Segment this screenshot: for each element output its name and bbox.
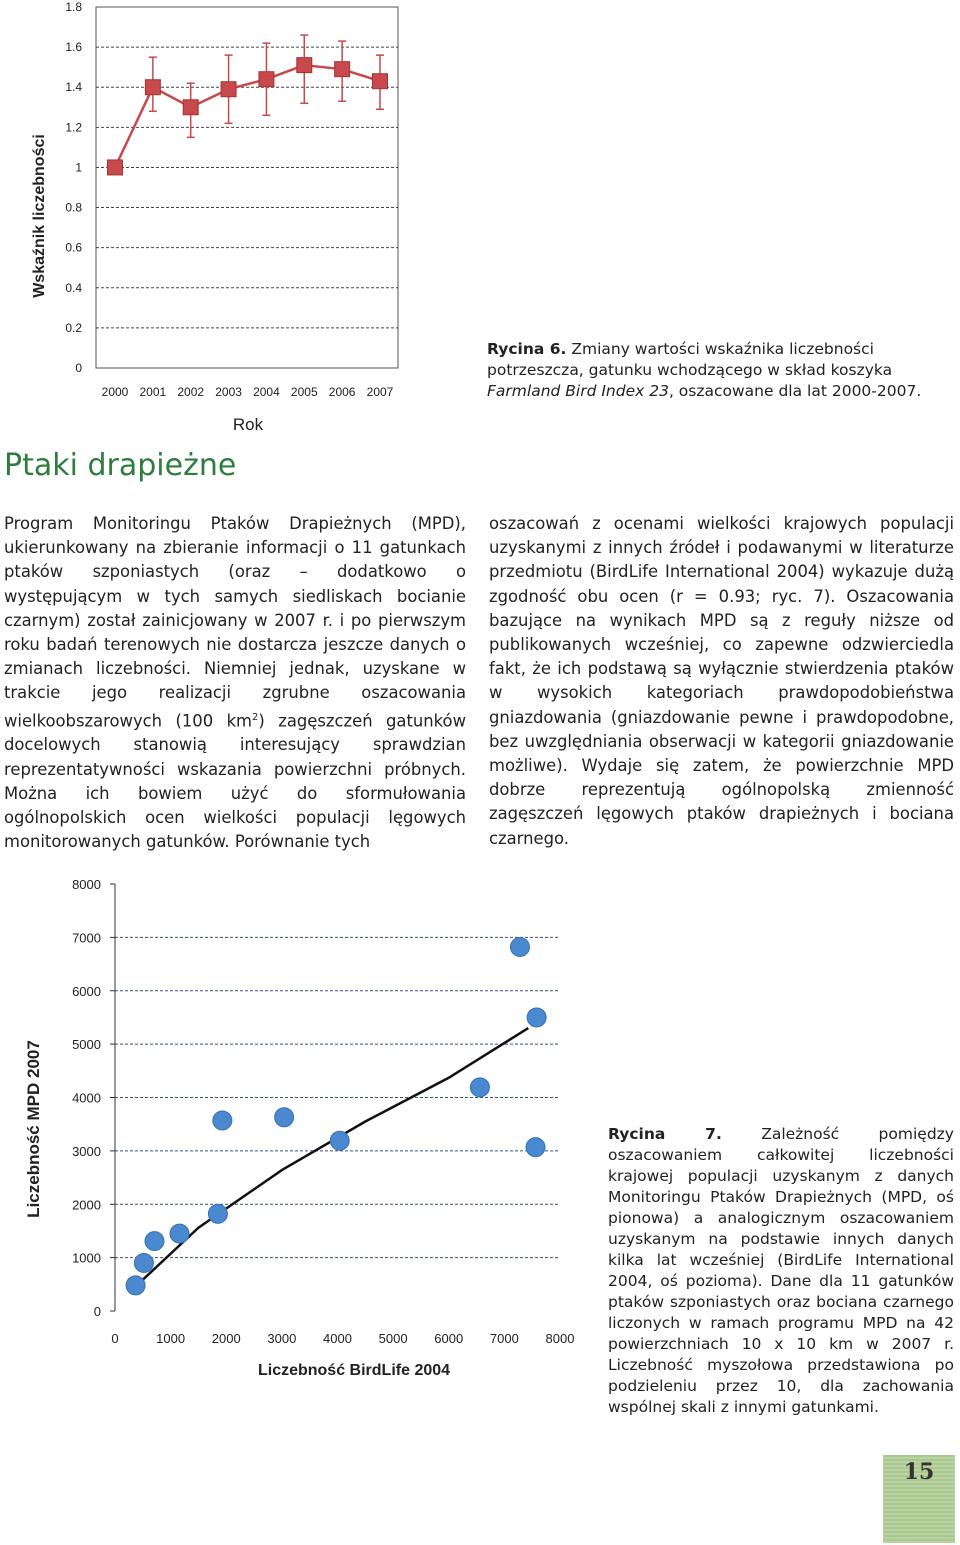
y-tick-label: 7000	[72, 930, 101, 946]
x-tick-label: 2000	[211, 1331, 241, 1346]
data-point	[145, 80, 160, 95]
x-tick-label: 2004	[253, 385, 280, 399]
y-tick-label: 8000	[72, 877, 101, 892]
figure-6-caption-text: Zmiany wartości wskaźnika liczebności potrzeszcza, gatunku wchodzącego w skład koszyka	[487, 340, 893, 379]
figure-7	[0, 860, 600, 1400]
x-tick-label: 2001	[139, 385, 167, 399]
x-tick-label: 2005	[290, 385, 318, 399]
y-tick-label: 1.8	[65, 0, 82, 14]
scatter-point	[526, 1138, 545, 1157]
y-tick-label: 1.4	[65, 80, 82, 95]
y-tick-label: 1000	[72, 1250, 101, 1266]
x-tick-label: 8000	[545, 1331, 575, 1346]
data-point	[297, 58, 312, 73]
page-number: 15	[903, 1459, 935, 1485]
body-left-part-b: ) zagęszczeń gatunków docelowych stanowią interesujący sprawdzian reprezentatywności wskazania powierzchni próbnych. Można ich bowiem użyć do sformułowania ogólnopolskich ocen wielkości populacji lęgowych monitorowanych gatunków. Porównanie tych	[4, 711, 466, 852]
plot-frame	[96, 7, 398, 368]
data-point	[183, 100, 198, 115]
scatter-point	[213, 1111, 232, 1130]
y-tick-label: 1.6	[65, 40, 82, 55]
y-tick-label: 6000	[72, 983, 101, 999]
x-tick-label: 2006	[328, 385, 356, 399]
scatter-point	[470, 1078, 489, 1097]
x-tick-label: 7000	[489, 1331, 519, 1346]
figure-6-caption-tail: , oszacowane dla lat 2000-2007.	[668, 382, 922, 400]
scatter-point	[527, 1008, 546, 1027]
y-tick-label: 1	[75, 160, 82, 175]
scatter-point	[145, 1232, 164, 1251]
scatter-point	[208, 1204, 227, 1223]
y-tick-label: 4000	[72, 1090, 101, 1106]
y-tick-label: 5000	[72, 1037, 101, 1053]
y-tick-label: 0.4	[65, 280, 82, 295]
x-tick-label: 3000	[267, 1331, 297, 1346]
body-left-superscript: 2	[252, 711, 259, 723]
x-tick-label: 0	[111, 1331, 119, 1346]
figure-7-caption-text: Zależność pomiędzy oszacowaniem całkowitej liczebności krajowej populacji uzyskanym z danych Monitoringu Ptaków Drapieżnych (MPD, oś pionowa) a analogicznym oszacowaniem uzyskanym na podstawie innych danych kilka lat wcześniej (BirdLife International 2004, oś pozioma). Dane dla 11 gatunków ptaków szponiastych oraz bociana czarnego liczonych w ramach programu MPD na 42 powierzchniach 10 x 10 km w 2007 r. Liczebność myszołowa przedstawiona po podzieleniu przez 10, dla zachowania wspólnej skali z innymi gatunkami.	[608, 1125, 954, 1416]
figure-6-caption-italic: Farmland Bird Index 23	[487, 382, 669, 400]
x-tick-label: 2000	[101, 385, 129, 399]
x-tick-label: 4000	[323, 1331, 352, 1346]
body-column-left	[4, 512, 466, 854]
figure-6	[0, 0, 480, 440]
scatter-point	[126, 1276, 145, 1295]
trend-line	[136, 1028, 529, 1286]
x-axis-label: Rok	[232, 415, 264, 434]
data-point	[373, 74, 388, 89]
y-tick-label: 0.2	[65, 320, 82, 335]
y-tick-label: 1.2	[65, 120, 82, 135]
scatter-point	[170, 1224, 189, 1243]
y-tick-label: 2000	[72, 1197, 101, 1213]
x-tick-label: 2002	[177, 385, 205, 399]
figure-7-caption	[608, 1124, 954, 1418]
data-point	[259, 72, 274, 87]
data-point	[335, 62, 350, 77]
y-tick-label: 0.6	[65, 240, 82, 255]
x-tick-label: 2003	[215, 385, 242, 399]
scatter-point	[134, 1253, 153, 1272]
figure-6-caption	[487, 339, 954, 402]
y-axis-label: Liczebność MPD 2007	[24, 1040, 43, 1218]
section-heading: Ptaki drapieżne	[4, 448, 237, 483]
y-axis-label: Wskaźnik liczebności	[31, 134, 48, 298]
body-column-right: oszacowań z ocenami wielkości krajowych populacji uzyskanymi z innych źródeł i podawanymi w literaturze przedmiotu (BirdLife International 2004) wykazuje dużą zgodność obu ocen (r = 0.93; ryc. 7). Oszacowania bazujące na wynikach MPD są z reguły niższe od publikowanych wcześniej, co zapewne odzwierciedla fakt, że ich podstawą są wyłącznie stwierdzenia ptaków w wysokich kategoriach prawdopodobieństwa gniazdowania (gniazdowanie pewne i prawdopodobne, bez uwzględniania obserwacji w kategorii gniazdowanie możliwe). Wydaje się zatem, że powierzchnie MPD dobrze reprezentują ogólnopolską zmienność zagęszczeń lęgowych ptaków drapieżnych i bociana czarnego.	[489, 514, 954, 848]
figure-7-caption-lead: Rycina 7.	[608, 1125, 722, 1143]
y-tick-label: 3000	[72, 1143, 101, 1159]
scatter-point	[330, 1131, 349, 1150]
y-tick-label: 0	[93, 1304, 101, 1319]
y-tick-label: 0.8	[65, 200, 82, 215]
scatter-point	[510, 937, 529, 956]
scatter-point	[275, 1108, 294, 1127]
y-tick-label: 0	[75, 361, 82, 375]
x-tick-label: 6000	[434, 1331, 464, 1346]
x-tick-label: 5000	[378, 1331, 408, 1346]
x-tick-label: 1000	[156, 1331, 186, 1346]
data-point	[108, 160, 123, 175]
x-axis-label: Liczebność BirdLife 2004	[257, 1362, 451, 1379]
x-tick-label: 2007	[366, 385, 394, 399]
figure-6-chart	[0, 0, 480, 440]
data-point	[221, 82, 236, 97]
figure-6-caption-lead: Rycina 6.	[487, 340, 567, 358]
figure-7-chart	[0, 860, 600, 1400]
body-left-part-a: Program Monitoringu Ptaków Drapieżnych (MPD), ukierunkowany na zbieranie informacji o 11 gatunkach ptaków szponiastych (oraz – dodatkowo o występującym w tych samych siedliskach bocianie czarnym) został zainicjowany w 2007 r. i po pierwszym roku badań terenowych nie dostarcza jeszcze danych o zmianach liczebności. Niemniej jednak, uzyskane w trakcie jego realizacji zgrubne oszacowania wielkoobszarowych (100 km	[4, 514, 466, 731]
